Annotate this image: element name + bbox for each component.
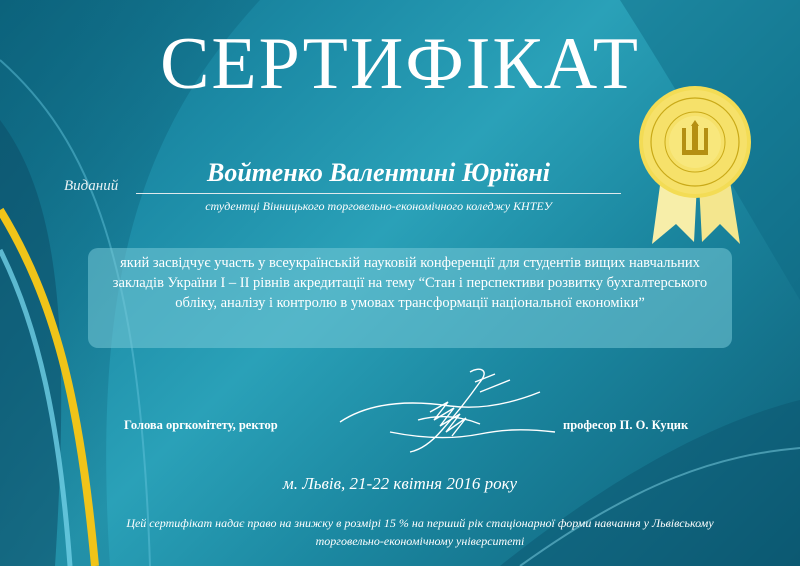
footer-note: Цей сертифікат надає право на знижку в розмірі 15 % на перший рік стаціонарної форми навчання у Львівському торговельно-економічному університеті xyxy=(126,516,714,548)
signatory-name: професор П. О. Куцик xyxy=(563,418,689,432)
body-text: який засвідчує участь у всеукраїнській науковій конференції для студентів вищих навчальних закладів України І – ІІ рівнів акредитації на тему “Стан і перспективи розвитку бухгалтерського обліку, аналізу і контролю в умовах трансформації національної економіки” xyxy=(112,255,708,311)
recipient-name: Войтенко Валентині Юріївні xyxy=(206,158,551,187)
place-date: м. Львів, 21-22 квітня 2016 року xyxy=(282,474,518,493)
name-underline xyxy=(136,193,621,194)
signatory-role: Голова оргкомітету, ректор xyxy=(124,418,278,432)
issued-label: Виданий xyxy=(64,178,119,194)
recipient-description: студентці Вінницького торговельно-економічного коледжу КНТЕУ xyxy=(205,199,552,213)
signature-drawing xyxy=(330,362,565,457)
seal xyxy=(636,84,754,246)
certificate-title: СЕРТИФІКАТ xyxy=(160,23,640,105)
